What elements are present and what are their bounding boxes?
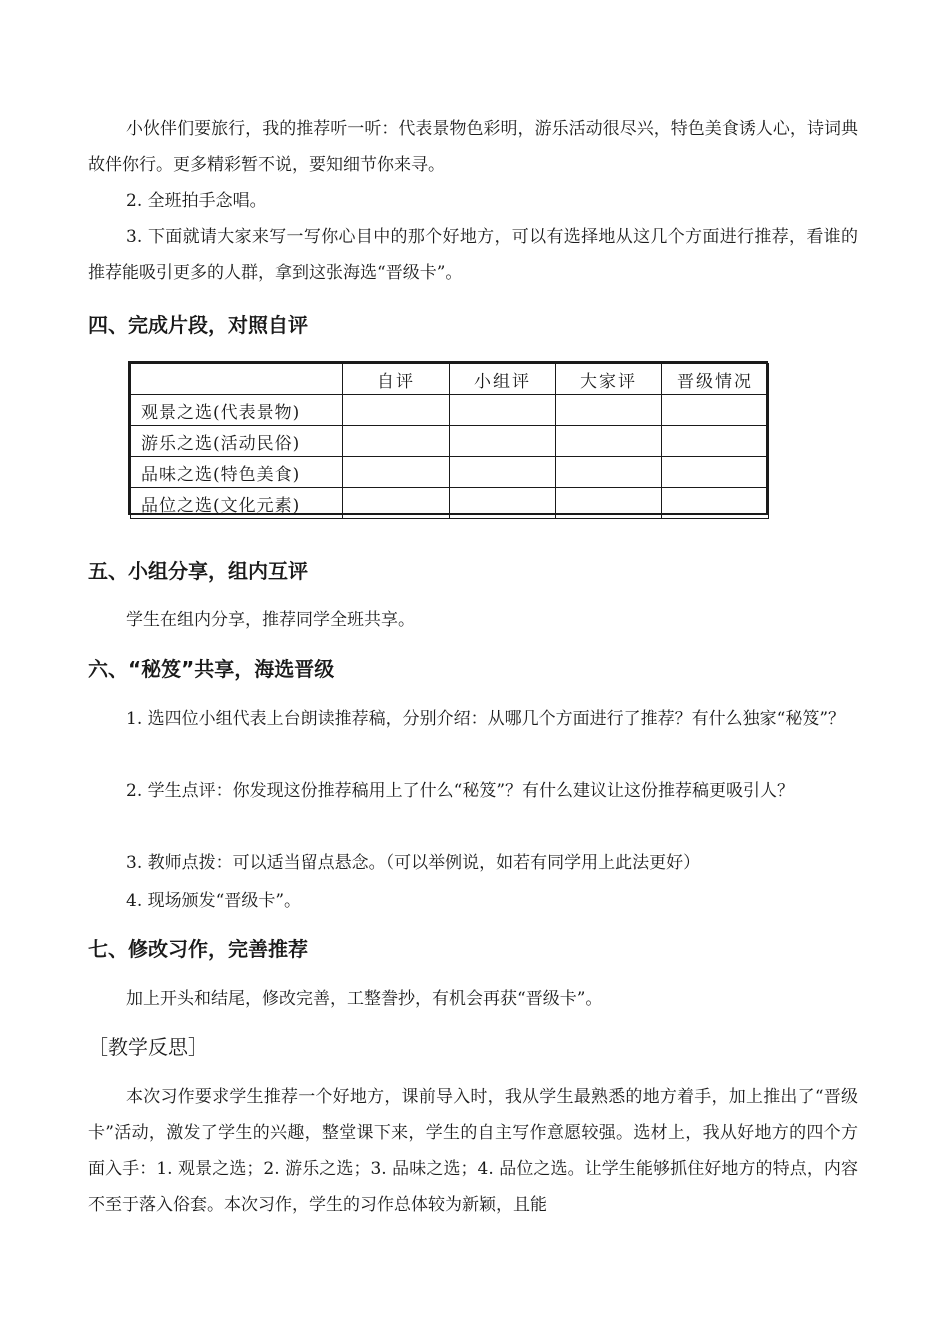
- section-6-item-1: 1. 选四位小组代表上台朗读推荐稿，分别介绍：从哪几个方面进行了推荐？有什么独家“秘笈”？: [126, 709, 846, 729]
- section-6-item-4: 4. 现场颁发“晋级卡”。: [126, 891, 302, 911]
- intro-step-3: 3. 下面就请大家来写一写你心目中的那个好地方，可以有选择地从这几个方面进行推荐，看谁的推荐能吸引更多的人群，拿到这张海选“晋级卡”。: [88, 227, 858, 283]
- table-cell: [343, 395, 450, 426]
- intro-step-2: 2. 全班拍手念唱。: [126, 191, 267, 211]
- table-row-label: 观景之选(代表景物): [131, 395, 343, 426]
- section-6-heading: 六、“秘笈”共享，海选晋级: [88, 657, 335, 681]
- table-cell: [662, 457, 769, 488]
- table-row-label: 游乐之选(活动民俗): [131, 426, 343, 457]
- table-cell: [450, 457, 556, 488]
- table-row-label: 品味之选(特色美食): [131, 457, 343, 488]
- table-cell: [556, 395, 662, 426]
- table-row: [131, 395, 769, 426]
- table-header-cell: 小组评: [450, 364, 556, 395]
- table-cell: [450, 395, 556, 426]
- table-cell: [343, 488, 450, 519]
- table-row: [131, 457, 769, 488]
- table-cell: [343, 457, 450, 488]
- section-7-text: 加上开头和结尾，修改完善，工整誊抄，有机会再获“晋级卡”。: [126, 989, 603, 1009]
- table-header-cell: 晋级情况: [662, 364, 769, 395]
- table-cell: [662, 426, 769, 457]
- table-cell: [662, 488, 769, 519]
- table-cell: [343, 426, 450, 457]
- section-7-heading: 七、修改习作，完善推荐: [88, 937, 308, 961]
- section-4-heading: 四、完成片段，对照自评: [88, 313, 308, 337]
- table-header-cell: 大家评: [556, 364, 662, 395]
- self-assessment-table: [128, 361, 768, 515]
- table-row: [131, 488, 769, 519]
- section-5-heading: 五、小组分享，组内互评: [88, 559, 308, 583]
- reflection-heading: ［教学反思］: [88, 1035, 208, 1059]
- table-row-label: 品位之选(文化元素): [131, 488, 343, 519]
- table-cell: [556, 426, 662, 457]
- section-5-text: 学生在组内分享，推荐同学全班共享。: [126, 610, 415, 630]
- reflection-text: 本次习作要求学生推荐一个好地方，课前导入时，我从学生最熟悉的地方着手，加上推出了“晋级卡”活动，激发了学生的兴趣，整堂课下来，学生的自主写作意愿较强。选材上，我从好地方的四个方面入手：1. 观景之选；2. 游乐之选；3. 品味之选；4. 品位之选。让学生能够抓住好地方的特点，内容不至于落入俗套。本次习作，学生的习作总体较为新颖，且能: [88, 1087, 858, 1215]
- table-header-cell: [131, 364, 343, 395]
- table-header-row: [131, 364, 769, 395]
- section-6-item-3: 3. 教师点拨：可以适当留点悬念。（可以举例说，如若有同学用上此法更好）: [126, 853, 701, 873]
- table-header-cell: 自评: [343, 364, 450, 395]
- table-cell: [450, 426, 556, 457]
- table-cell: [556, 488, 662, 519]
- table-cell: [556, 457, 662, 488]
- intro-chant-paragraph: 小伙伴们要旅行，我的推荐听一听：代表景物色彩明，游乐活动很尽兴，特色美食诱人心，诗词典故伴你行。更多精彩暂不说，要知细节你来寻。: [88, 119, 858, 175]
- section-6-item-2: 2. 学生点评：你发现这份推荐稿用上了什么“秘笈”？有什么建议让这份推荐稿更吸引人？: [126, 781, 795, 801]
- table-cell: [450, 488, 556, 519]
- table-row: [131, 426, 769, 457]
- table-cell: [662, 395, 769, 426]
